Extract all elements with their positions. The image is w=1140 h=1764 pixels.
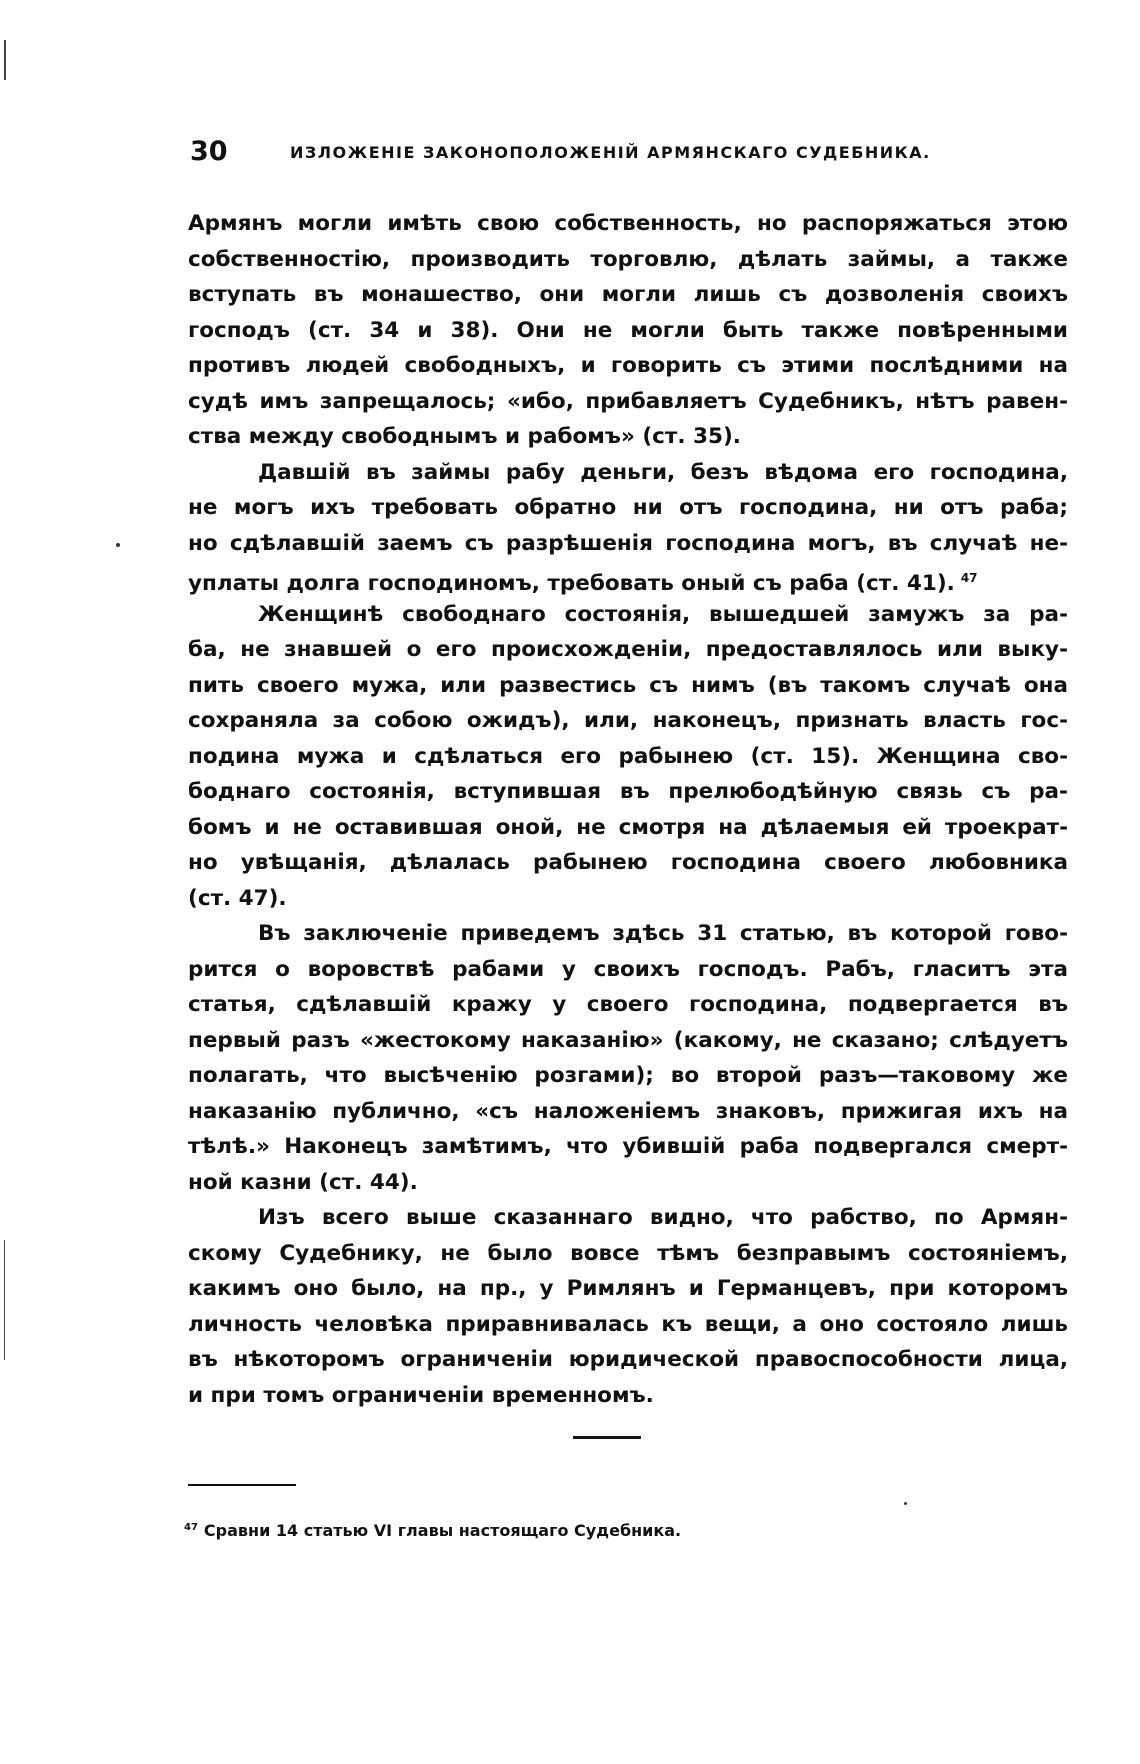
text-line: пить своего мужа, или развестись съ нимъ (въ такомъ случаѣ она <box>188 672 1068 698</box>
text-line: и при томъ ограниченіи временномъ. <box>188 1382 654 1408</box>
text-line: какимъ оно было, на пр., у Римлянъ и Германцевъ, при которомъ <box>188 1276 1068 1301</box>
text-line: рится о воровствѣ рабами у своихъ господъ. Рабъ, гласитъ эта <box>188 956 1068 982</box>
paragraph <box>188 916 1068 1200</box>
paragraph <box>188 206 1068 455</box>
footnote <box>184 1521 681 1540</box>
footnote-number: 47 <box>184 1521 198 1533</box>
text-line: наказанію публично, «съ наложеніемъ знаковъ, прижигая ихъ на <box>188 1098 1068 1124</box>
text-line: Женщинѣ свободнаго состоянія, вышедшей замужъ за ра- <box>258 601 1068 627</box>
section-end-rule <box>573 1436 641 1439</box>
text-line: (ст. 47). <box>188 885 287 911</box>
text-line: бомъ и не оставившая оной, не смотря на дѣлаемыя ей троекрат- <box>188 814 1068 840</box>
paragraph <box>188 1200 1068 1413</box>
page-number: 30 <box>190 136 228 167</box>
text-line: ства между свободнымъ и рабомъ» (ст. 35). <box>188 424 741 449</box>
text-line: подина мужа и сдѣлаться его рабынею (ст. 15). Женщина сво- <box>188 743 1068 769</box>
scan-edge-mark <box>4 1240 5 1360</box>
text-line: боднаго состоянія, вступившая въ прелюбодѣйную связь съ ра- <box>188 779 1068 804</box>
text-line: вступать въ монашество, они могли лишь съ дозволенія своихъ <box>188 282 1068 307</box>
text-line: Въ заключеніе приведемъ здѣсь 31 статью, въ которой гово- <box>258 921 1068 946</box>
text-line: тѣлѣ.» Наконецъ замѣтимъ, что убившій раба подвергался смерт- <box>188 1134 1068 1159</box>
body-text <box>188 206 1068 1413</box>
footnote-text: Сравни 14 статью VI главы настоящаго Судебника. <box>203 1521 682 1540</box>
scan-speck <box>116 543 120 547</box>
text-line: Изъ всего выше сказаннаго видно, что рабство, по Армян- <box>258 1205 1068 1230</box>
text-line: сохраняла за собою ожидъ), или, наконецъ, признать власть гос- <box>188 708 1068 733</box>
text-line: первый разъ «жестокому наказанію» (какому, не сказано; слѣдуетъ <box>188 1027 1068 1053</box>
paragraph <box>188 455 1068 597</box>
page-header <box>190 136 980 176</box>
scan-speck <box>904 1502 907 1505</box>
text-line: но увѣщанія, дѣлалась рабынею господина своего любовника <box>188 850 1068 875</box>
text-line: противъ людей свободныхъ, и говорить съ этими послѣдними на <box>188 353 1068 378</box>
text-line: статья, сдѣлавшій кражу у своего господина, подвергается въ <box>188 992 1068 1017</box>
text-line: судѣ имъ запрещалось; «ибо, прибавляетъ Судебникъ, нѣтъ равен- <box>188 388 1068 414</box>
text-line: господъ (ст. 34 и 38). Они не могли быть также повѣренными <box>188 317 1068 343</box>
text-line: Давшій въ займы рабу деньги, безъ вѣдома его господина, <box>258 459 1068 485</box>
text-line: въ нѣкоторомъ ограниченіи юридической правоспособности лица, <box>188 1347 1068 1372</box>
running-head: ИЗЛОЖЕНІЕ ЗАКОНОПОЛОЖЕНІЙ АРМЯНСКАГО СУДЕБНИКА. <box>290 143 931 162</box>
text-line: не могъ ихъ требовать обратно ни отъ господина, ни отъ раба; <box>188 495 1068 520</box>
paragraph <box>188 597 1068 917</box>
footnote-separator <box>188 1484 296 1486</box>
text-line: полагать, что высѣченію розгами); во второй разъ—таковому же <box>188 1063 1068 1088</box>
scan-edge-mark <box>4 40 6 80</box>
text-line: ба, не знавшей о его происхожденіи, предоставлялось или выку- <box>188 637 1068 662</box>
text-line: личность человѣка приравнивалась къ вещи, а оно состояло лишь <box>188 1311 1068 1337</box>
footnote-reference: 47 <box>960 571 978 585</box>
text-line: ной казни (ст. 44). <box>188 1169 418 1195</box>
text-line: собственностію, производить торговлю, дѣлать займы, а также <box>188 246 1068 272</box>
text-line: Армянъ могли имѣть свою собственность, но распоряжаться этою <box>188 211 1068 236</box>
text-line: но сдѣлавшій заемъ съ разрѣшенія господина могъ, въ случаѣ не- <box>188 530 1068 556</box>
text-line: уплаты долга господиномъ, требовать оный съ раба (ст. 41). $^{47}$ <box>188 571 978 597</box>
text-line: скому Судебнику, не было вовсе тѣмъ безправымъ состояніемъ, <box>188 1240 1068 1266</box>
